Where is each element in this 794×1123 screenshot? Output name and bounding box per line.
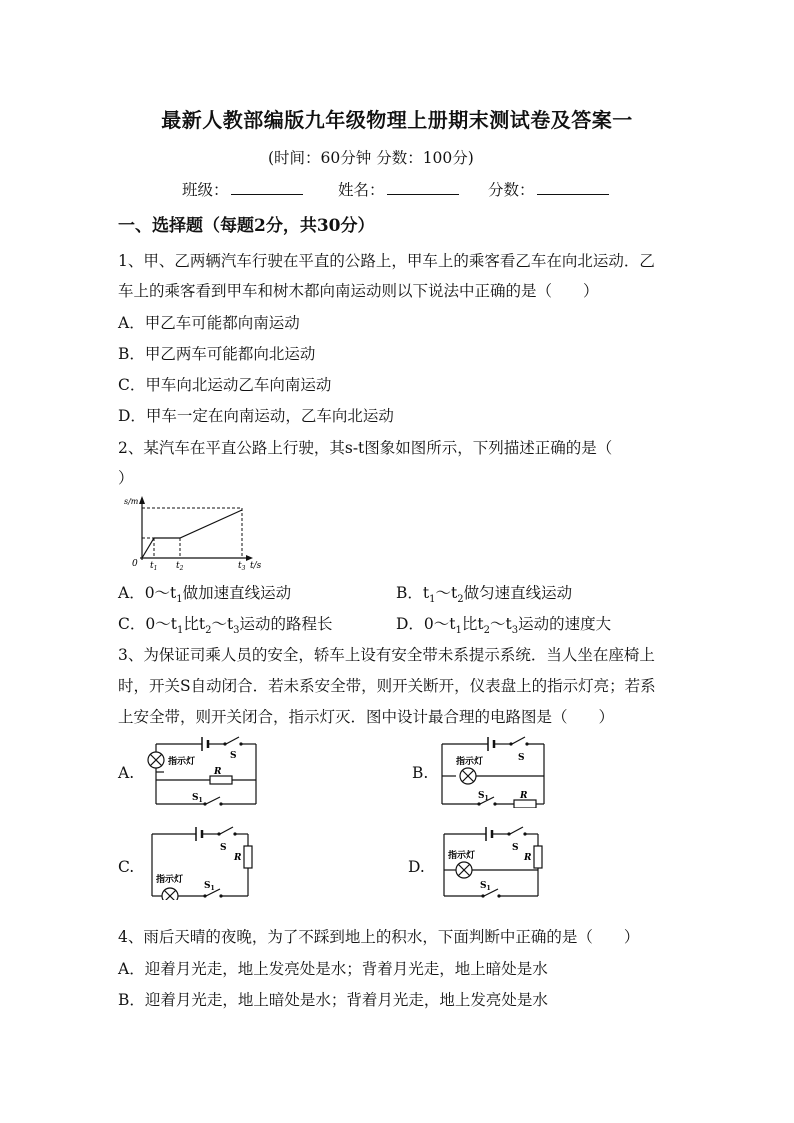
name-blank (387, 180, 459, 195)
switch-s-label: S (518, 753, 525, 763)
q4-line1: 4、雨后天晴的夜晚，为了不踩到地上的积水，下面判断中正确的是（ ） (118, 928, 640, 946)
field-score (488, 178, 609, 200)
circuit-a-label: A. (118, 764, 135, 782)
switch-s-label: S (230, 751, 237, 761)
y-axis-arrow (139, 496, 145, 504)
graph-t2: $t_2$ (176, 561, 184, 572)
q2-line1: 2、某汽车在平直公路上行驶，其s-t图象如图所示，下列描述正确的是（ (118, 439, 613, 457)
q3-line2: 时，开关S自动闭合．若未系安全带，则开关断开，仪表盘上的指示灯亮；若系 (118, 677, 656, 695)
st-line (142, 510, 242, 558)
q2-option-d: D．$0\sim t_1$比$t_2\sim t_3$运动的速度大 (396, 615, 612, 637)
circuit-b (434, 734, 550, 808)
st-graph (116, 492, 296, 572)
resistor-label: R (214, 767, 222, 777)
q1-option-d: D．甲车一定在向南运动，乙车向北运动 (118, 407, 394, 425)
graph-ylabel: s/m (124, 497, 139, 506)
q2-option-c: C．$0\sim t_1$比$t_2\sim t_3$运动的路程长 (118, 615, 333, 637)
switch-s1-label: $S_1$ (480, 881, 491, 892)
circuit-a (142, 734, 262, 808)
q1-line2: 车上的乘客看到甲车和树木都向南运动则以下说法中正确的是（ ） (118, 282, 599, 300)
resistor-label: R (520, 791, 528, 801)
circuit-d (436, 824, 548, 900)
q3-line1: 3、为保证司乘人员的安全，轿车上设有安全带未系提示系统．当人坐在座椅上 (118, 646, 655, 664)
q4-option-b: B．迎着月光走，地上暗处是水；背着月光走，地上发亮处是水 (118, 991, 548, 1009)
q3-line3: 上安全带，则开关闭合，指示灯灭．图中设计最合理的电路图是（ ） (118, 708, 615, 726)
graph-origin: 0 (132, 559, 138, 569)
name-label: 姓名： (338, 181, 385, 199)
resistor-label: R (234, 853, 242, 863)
field-name (338, 178, 459, 200)
resistor-label: R (524, 853, 532, 863)
graph-xunit: t/s (250, 561, 262, 571)
graph-t3: $t_3$ (238, 561, 246, 572)
q1-option-a: A．甲乙车可能都向南运动 (118, 314, 300, 332)
q1-line1: 1、甲、乙两辆汽车行驶在平直的公路上，甲车上的乘客看乙车在向北运动．乙 (118, 252, 655, 270)
circuit-c (146, 824, 258, 900)
lamp-label: 指示灯 (456, 757, 484, 767)
switch-s-label: S (220, 843, 227, 853)
q1-option-c: C．甲车向北运动乙车向南运动 (118, 376, 332, 394)
class-label: 班级： (182, 181, 229, 199)
q2-option-a: A．$0\sim t_1$做加速直线运动 (118, 584, 292, 606)
circuit-d-label: D. (408, 858, 425, 876)
score-label: 分数： (488, 181, 535, 199)
field-class (182, 178, 303, 200)
lamp-label: 指示灯 (156, 875, 184, 885)
class-blank (231, 180, 303, 195)
graph-t1: $t_1$ (150, 561, 158, 572)
q2-option-b: B．$t_1\sim t_2$做匀速直线运动 (396, 584, 573, 606)
section-heading: 一、选择题（每题2分，共30分） (118, 216, 375, 236)
circuit-b-label: B. (412, 764, 429, 782)
lamp-label: 指示灯 (168, 757, 196, 767)
switch-s1-label: $S_1$ (204, 881, 215, 892)
q1-option-b: B．甲乙两车可能都向北运动 (118, 345, 316, 363)
switch-s-label: S (512, 843, 519, 853)
score-blank (537, 180, 609, 195)
q2-line2: ） (118, 469, 134, 487)
exam-subtitle: (时间：60分钟 分数：100分) (268, 149, 474, 167)
q4-option-a: A．迎着月光走，地上发亮处是水；背着月光走，地上暗处是水 (118, 960, 548, 978)
lamp-label: 指示灯 (448, 851, 476, 861)
switch-s1-label: $S_1$ (478, 791, 489, 802)
switch-s1-label: $S_1$ (192, 793, 203, 804)
circuit-c-label: C. (118, 858, 135, 876)
page-title: 最新人教部编版九年级物理上册期末测试卷及答案一 (161, 108, 633, 132)
